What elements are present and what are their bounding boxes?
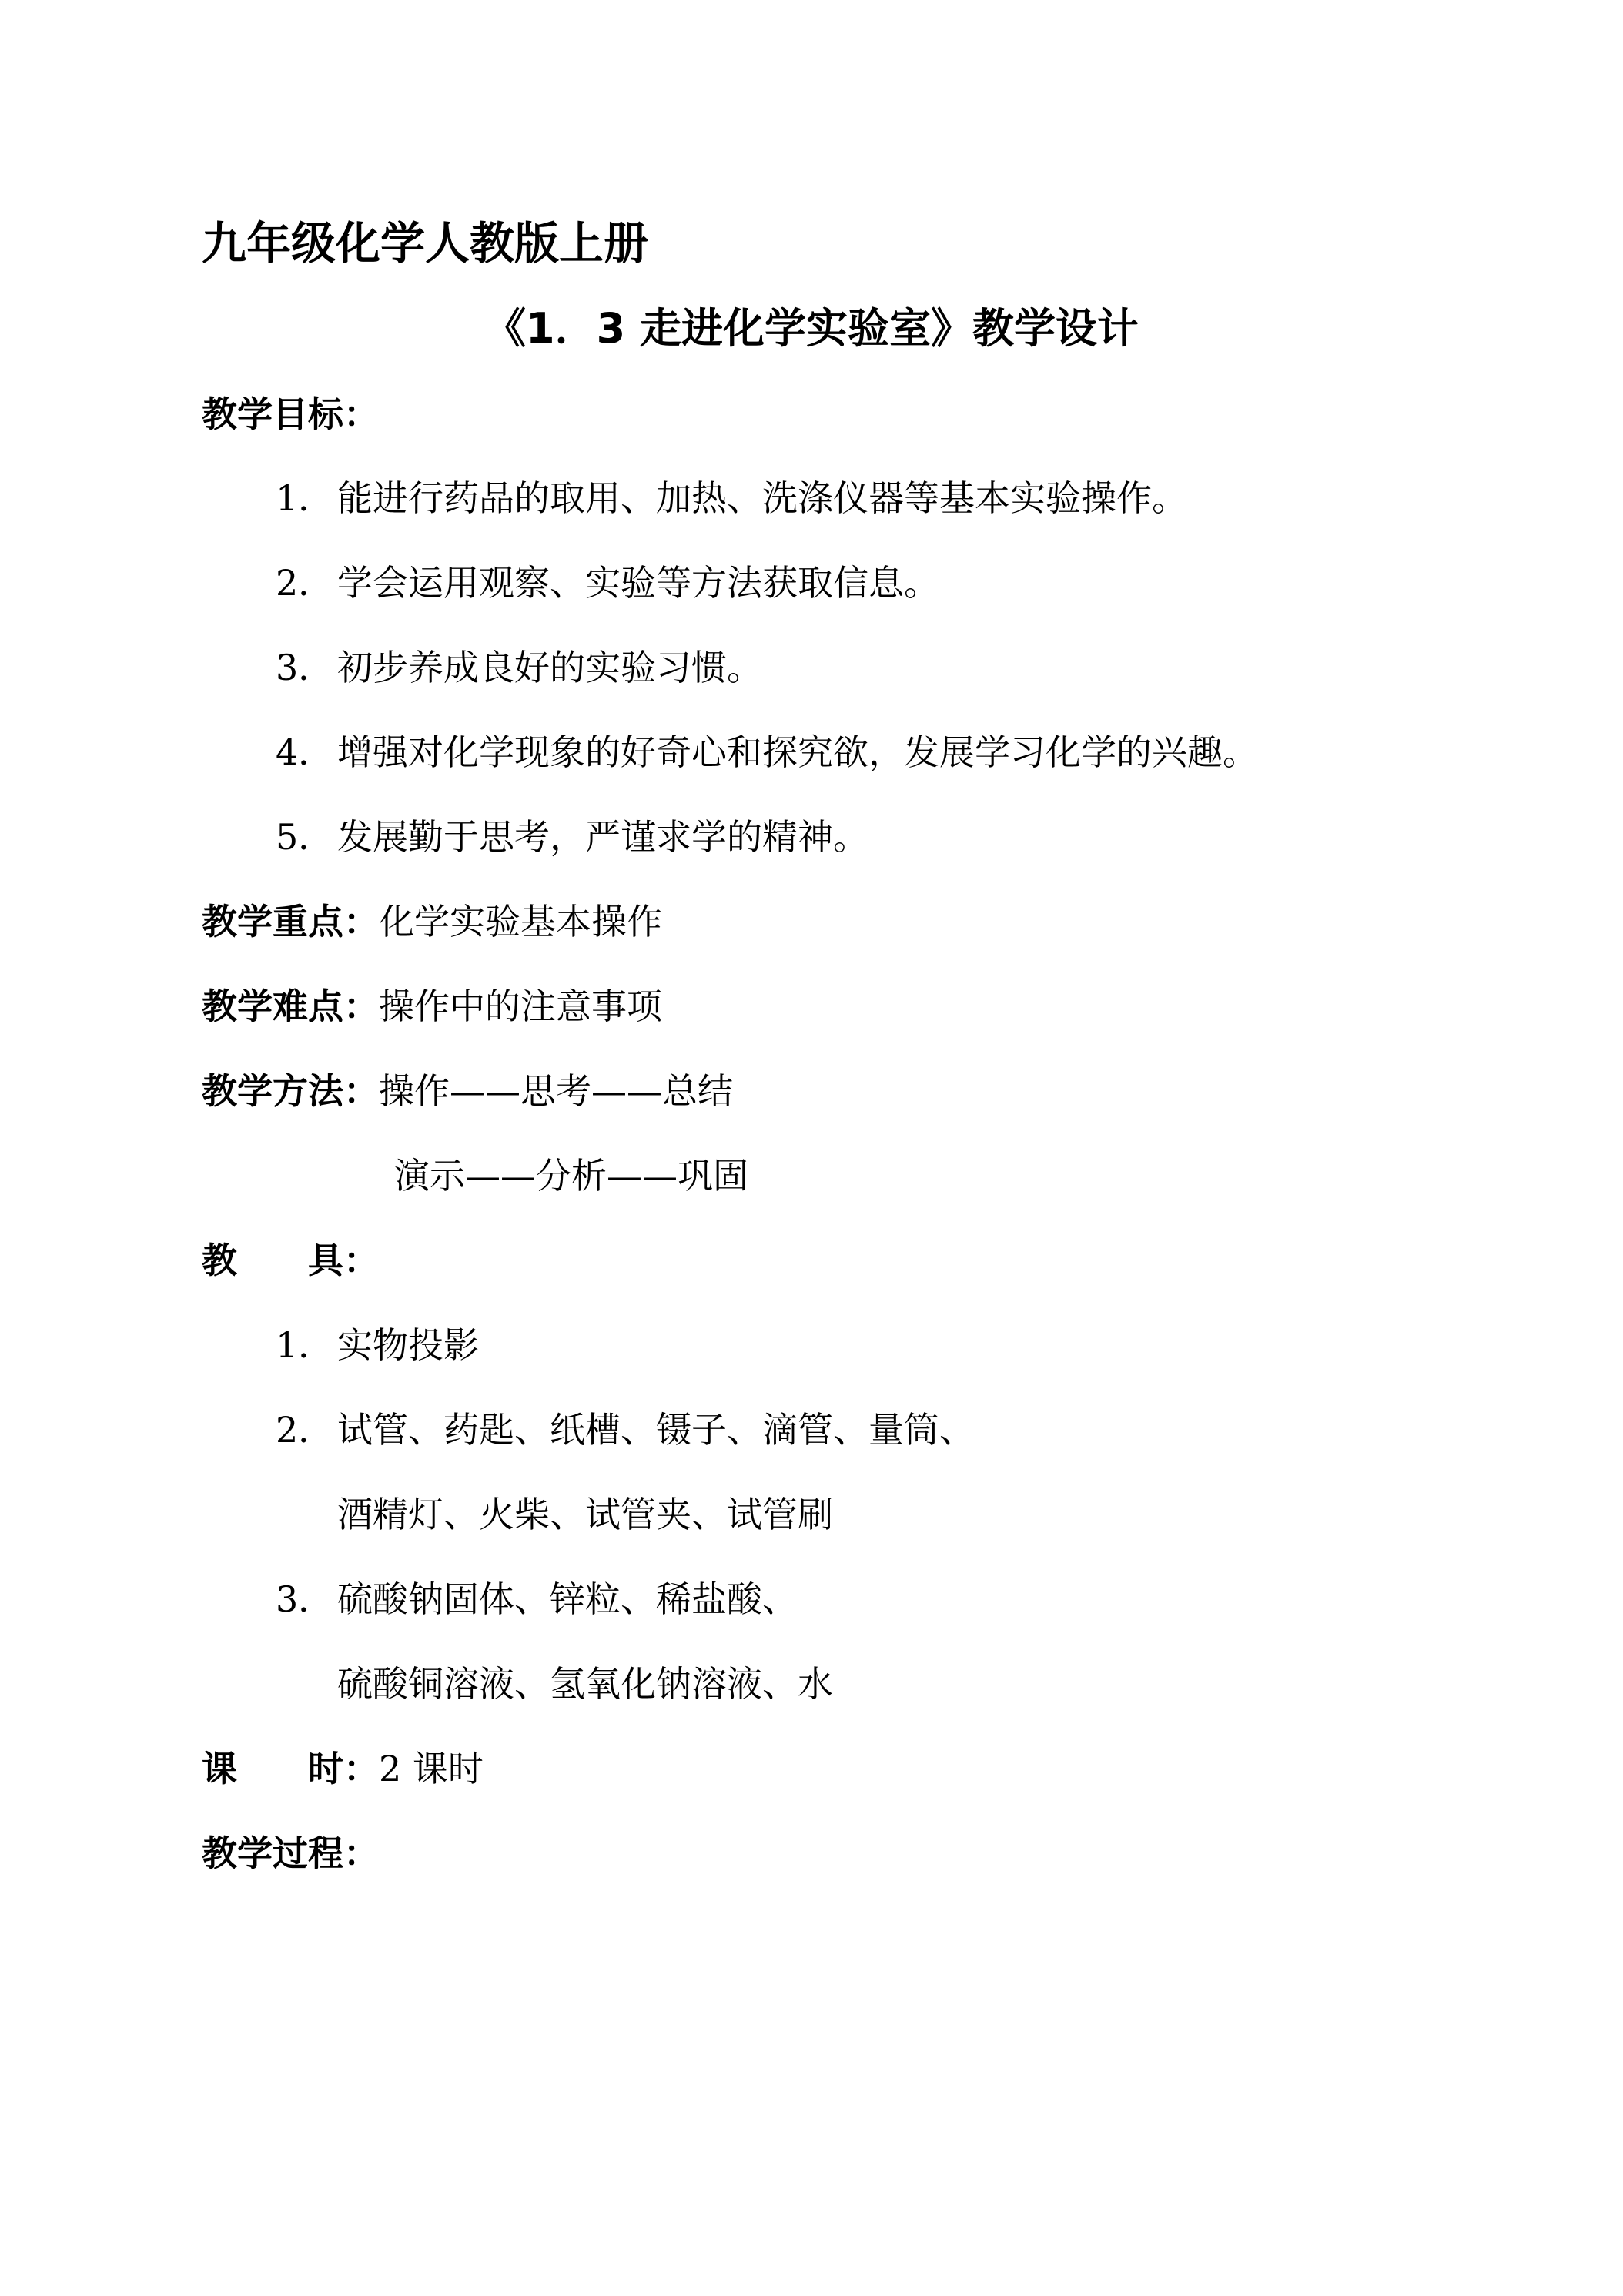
objective-item	[276, 475, 1187, 521]
tool-item	[276, 1322, 479, 1368]
tool-number: 1．	[276, 1324, 334, 1366]
tool-text-continued: 酒精灯、火柴、试管夹、试管刷	[337, 1494, 833, 1535]
tool-item	[276, 1407, 975, 1453]
tool-item	[276, 1576, 798, 1622]
objective-number: 3．	[276, 647, 334, 688]
hours-row	[202, 1745, 484, 1792]
difficulty-text: 操作中的注意事项	[379, 986, 662, 1027]
method-line: 演示——分析——巩固	[394, 1155, 748, 1197]
hours-text: 2 课时	[379, 1748, 484, 1789]
objective-text: 能进行药品的取用、加热、洗涤仪器等基本实验操作。	[337, 477, 1187, 519]
hours-label: 课 时：	[202, 1748, 379, 1789]
objective-text: 增强对化学现象的好奇心和探究欲，发展学习化学的兴趣。	[337, 731, 1258, 773]
difficulty-row	[202, 983, 662, 1029]
method-row	[202, 1068, 733, 1114]
objective-text: 初步养成良好的实验习惯。	[337, 647, 762, 688]
process-label: 教学过程：	[202, 1832, 379, 1874]
objective-text: 发展勤于思考，严谨求学的精神。	[337, 816, 868, 858]
document-header: 九年级化学人教版上册	[202, 217, 649, 269]
objective-item	[276, 729, 1258, 775]
method-line: 操作——思考——总结	[379, 1070, 733, 1112]
objective-number: 1．	[276, 477, 334, 519]
tools-label: 教 具：	[202, 1240, 379, 1281]
tool-number: 2．	[276, 1409, 334, 1451]
tool-text: 硫酸钠固体、锌粒、稀盐酸、	[337, 1578, 798, 1620]
tool-text-continued: 硫酸铜溶液、氢氧化钠溶液、水	[337, 1663, 833, 1705]
tool-text: 试管、药匙、纸槽、镊子、滴管、量筒、	[337, 1409, 975, 1451]
tool-text: 实物投影	[337, 1324, 479, 1366]
objective-item	[276, 560, 939, 606]
objective-number: 5．	[276, 816, 334, 858]
objective-text: 学会运用观察、实验等方法获取信息。	[337, 562, 939, 604]
tool-number: 3．	[276, 1578, 334, 1620]
key-point-row	[202, 899, 662, 945]
objective-item	[276, 644, 762, 691]
method-label: 教学方法：	[202, 1070, 379, 1112]
objective-number: 2．	[276, 562, 334, 604]
key-point-text: 化学实验基本操作	[379, 901, 662, 942]
objectives-label: 教学目标：	[202, 393, 379, 435]
document-title: 《1．3 走进化学实验室》教学设计	[484, 304, 1139, 353]
difficulty-label: 教学难点：	[202, 986, 379, 1027]
key-point-label: 教学重点：	[202, 901, 379, 942]
objective-item	[276, 814, 868, 860]
objective-number: 4．	[276, 731, 334, 773]
